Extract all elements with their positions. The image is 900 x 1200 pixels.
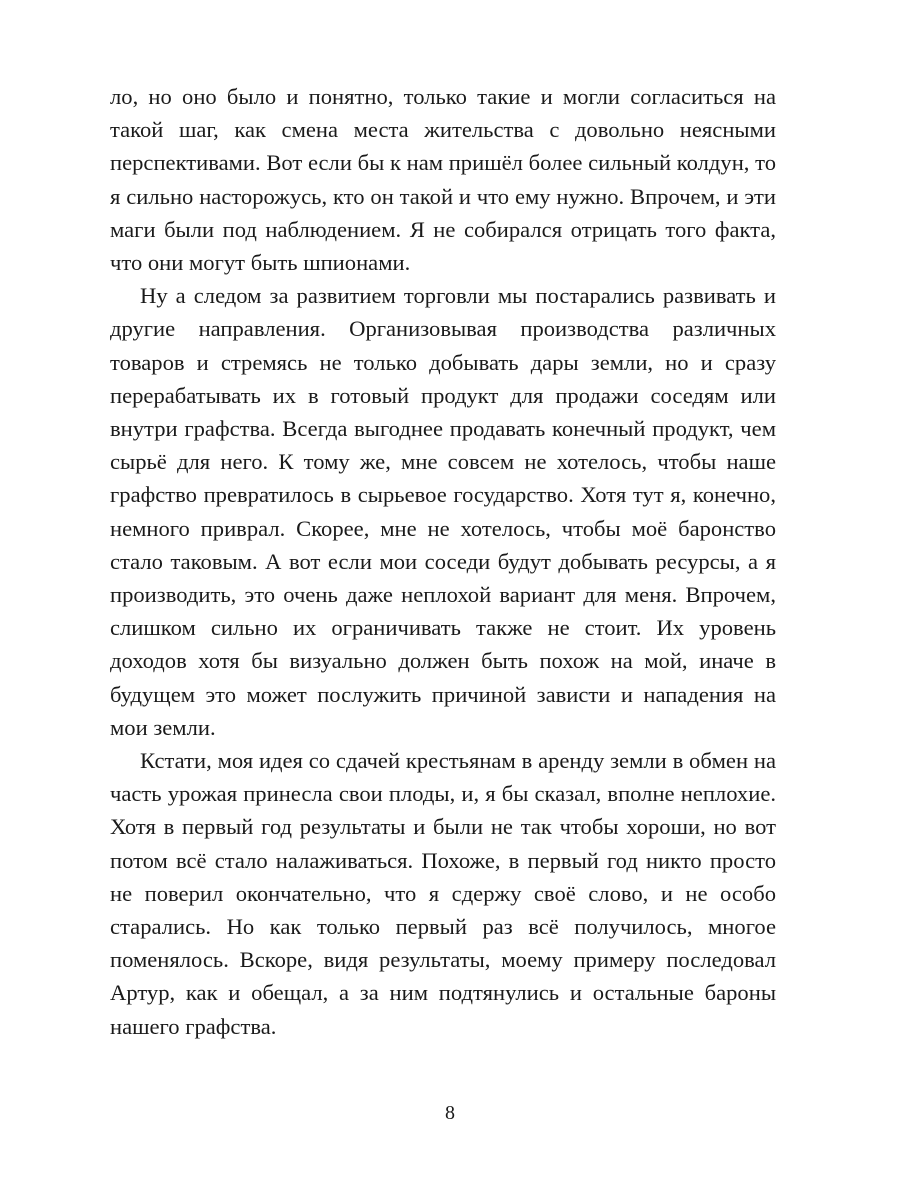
paragraph-continued: ло, но оно было и понятно, только такие и могли согласиться на такой шаг, как смена места жительства с довольно неясными перспективами. Вот если бы к нам пришёл более сильный колдун, то я сильно насторожусь, кто он такой и что ему нужно. Впрочем, и эти маги были под наблюдением. Я не собирался отрицать того факта, что они могут быть шпионами. [110, 84, 776, 276]
paragraph-land-lease: Кстати, моя идея со сдачей крестьянам в аренду земли в обмен на часть урожая принесла свои плоды, и, я бы сказал, вполне неплохие. Хотя в первый год результаты и были не так чтобы хороши, но вот потом всё стало налаживаться. Похоже, в первый год никто просто не поверил окончательно, что я сдержу своё слово, и не особо старались. Но как только первый раз всё получилось, многое поменялось. Вскоре, видя результаты, моему примеру последовал Артур, как и обещал, а за ним подтянулись и остальные бароны нашего графства. [110, 748, 776, 1039]
page-text-block [110, 80, 776, 1043]
page-number: 8 [445, 1102, 455, 1124]
paragraph-trade-development: Ну а следом за развитием торговли мы постарались развивать и другие направления. Организовывая производства различных товаров и стремясь не только добывать дары земли, но и сразу перерабатывать их в готовый продукт для продажи соседям или внутри графства. Всегда выгоднее продавать конечный продукт, чем сырьё для него. К тому же, мне совсем не хотелось, чтобы наше графство превратилось в сырьевое государство. Хотя тут я, конечно, немного приврал. Скорее, мне не хотелось, чтобы моё баронство стало таковым. А вот если мои соседи будут добывать ресурсы, а я производить, это очень даже неплохой вариант для меня. Впрочем, слишком сильно их ограничивать также не стоит. Их уровень доходов хотя бы визуально должен быть похож на мой, иначе в будущем это может послужить причиной зависти и нападения на мои земли. [110, 283, 776, 740]
